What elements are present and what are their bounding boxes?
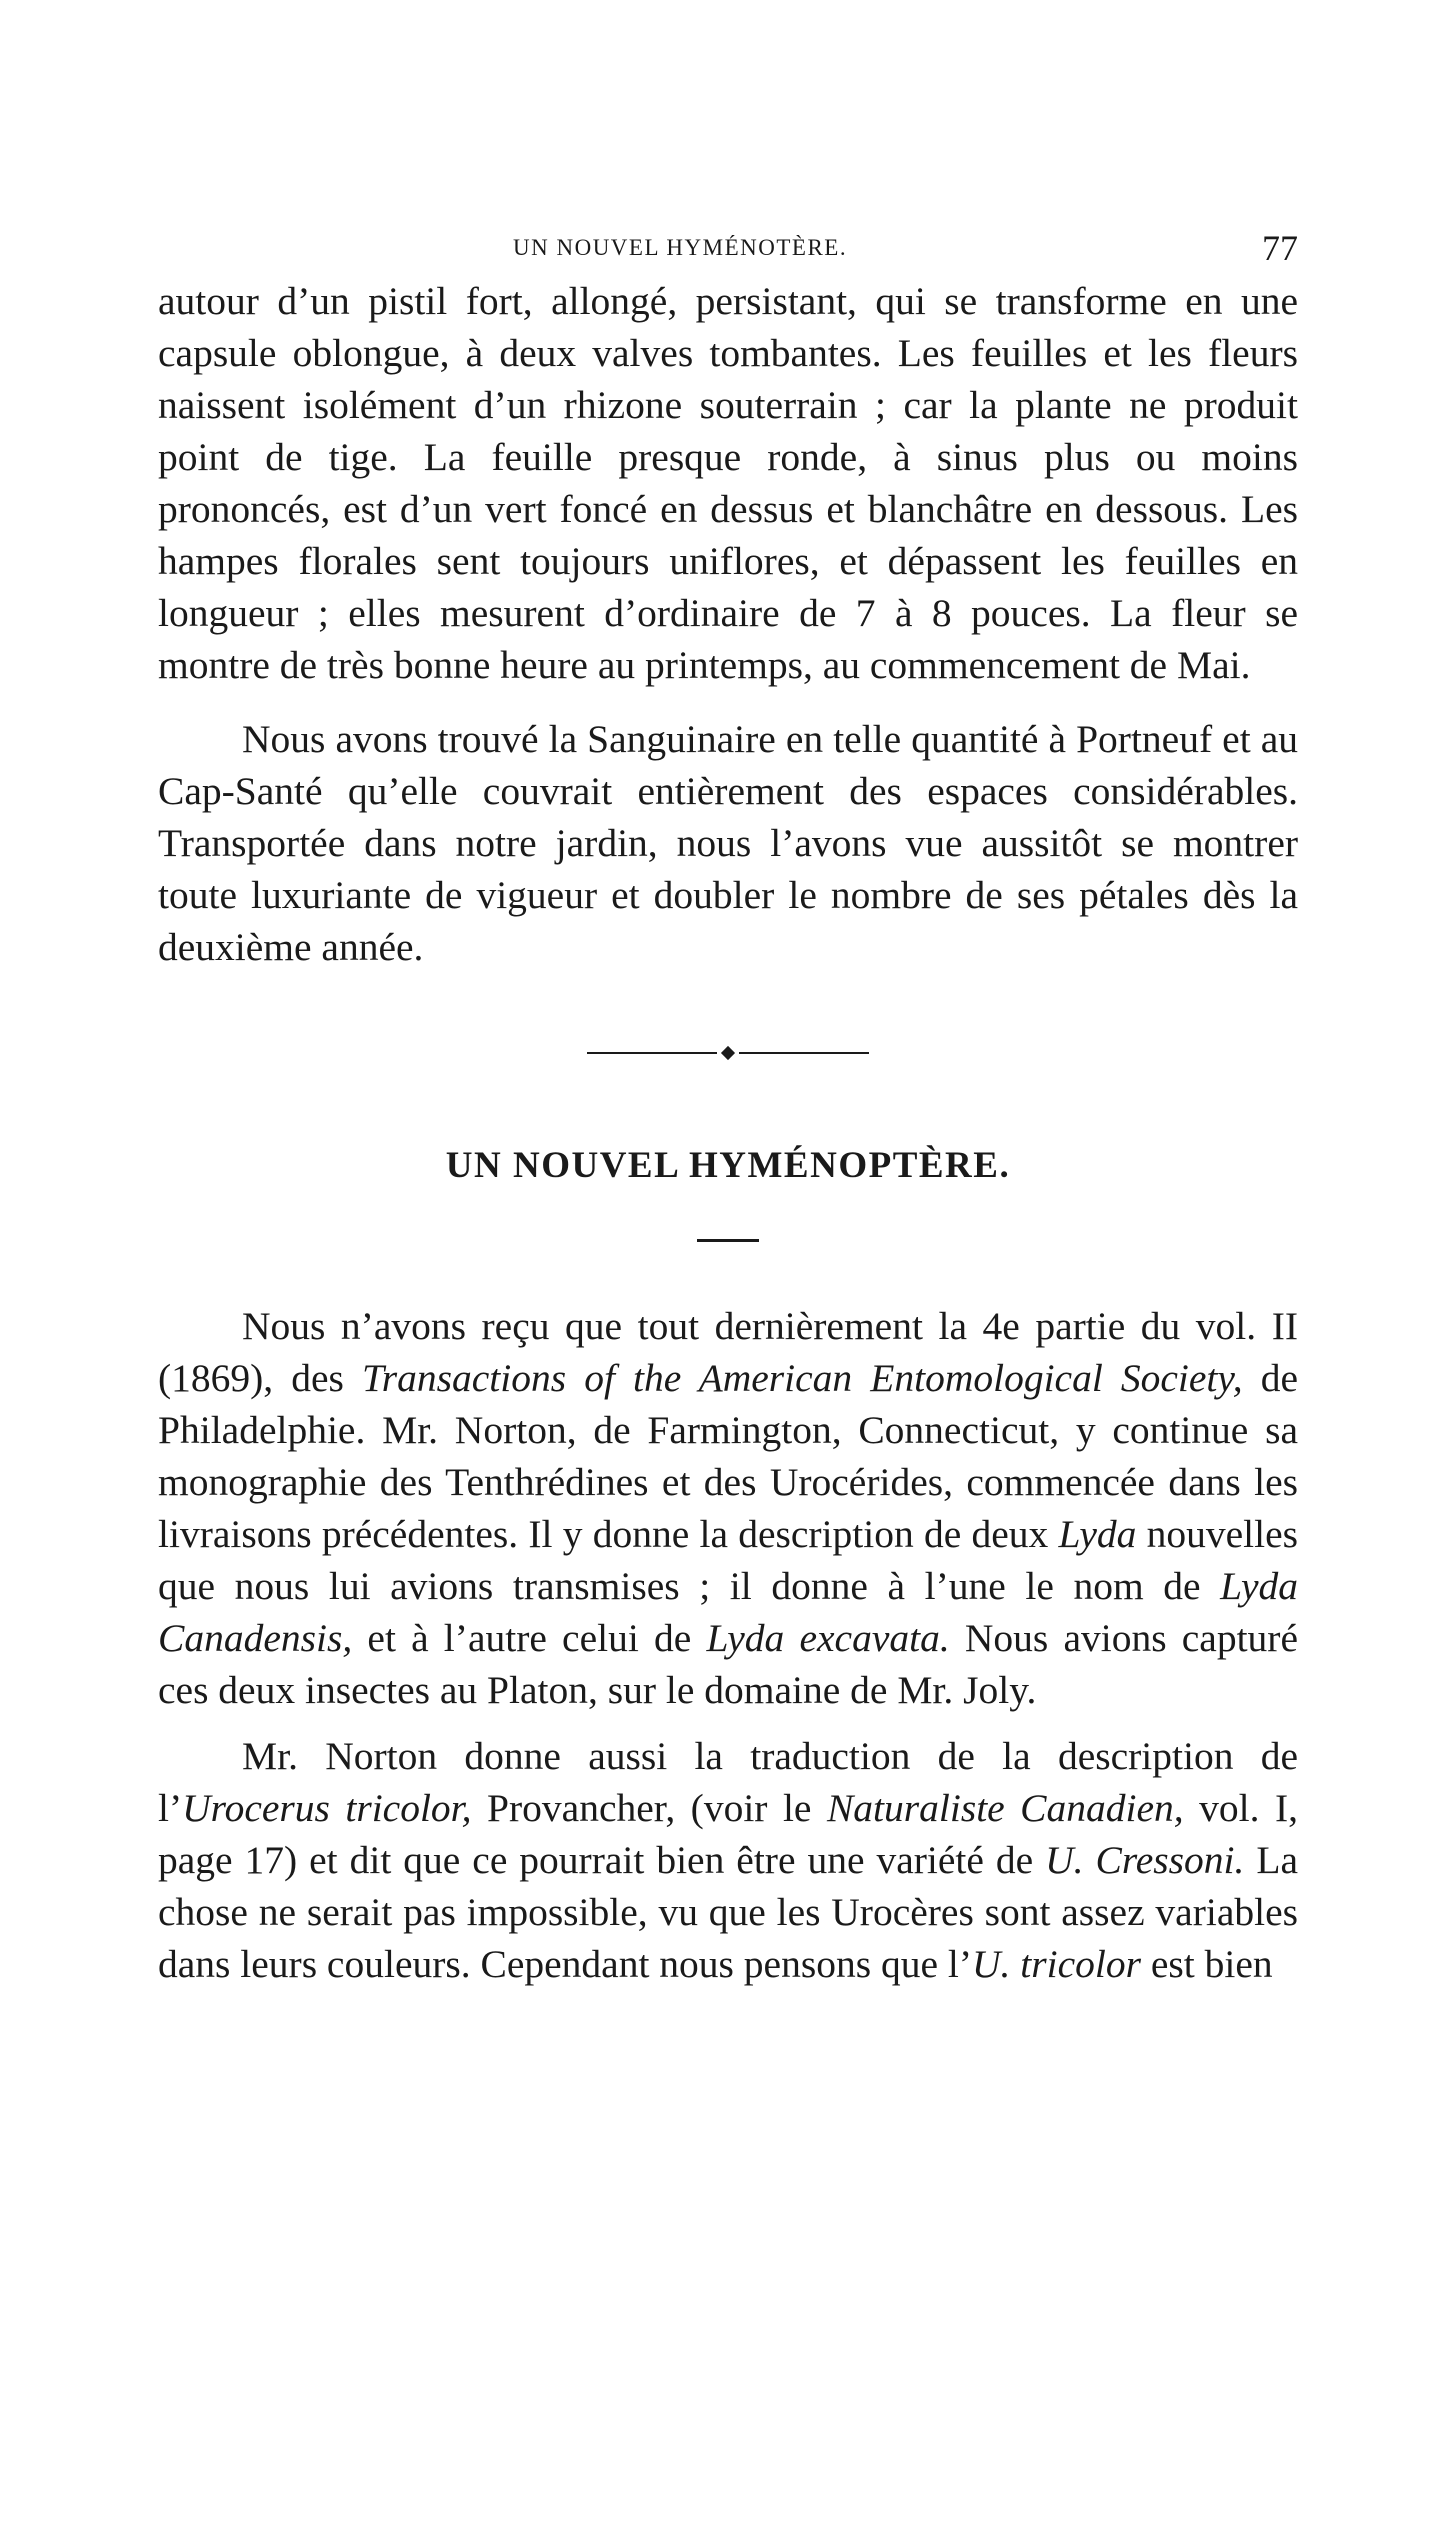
page-number: 77	[1262, 228, 1298, 268]
running-head	[158, 215, 1298, 275]
section-ornament	[158, 1033, 1298, 1073]
title-rule	[697, 1239, 759, 1242]
article-paragraph-1: Nous n’avons reçu que tout dernièrement la 4e partie du vol. II (1869), des Transactions of the American Entomological Society, de Philadelphie. Mr. Norton, de Farmington, Connecticut, y continue sa monographie des Tenthrédines et des Urocérides, commencée dans les livraisons précédentes. Il y donne la description de deux Lyda nouvelles que nous lui avions transmises ; il donne à l’une le nom de Lyda Canadensis, et à l’autre celui de Lyda excavata. Nous avions capturé ces deux insectes au Platon, sur le domaine de Mr. Joly.	[158, 1304, 1298, 1712]
book-page	[158, 215, 1298, 1990]
paragraph-sanguinaire: Nous avons trouvé la Sanguinaire en telle quantité à Portneuf et au Cap-Santé qu’elle couvrait entièrement des espaces considérables. Transportée dans notre jardin, nous l’avons vue aussitôt se montrer toute luxuriante de vigueur et doubler le nombre de ses pétales dès la deuxième année.	[158, 717, 1298, 969]
running-head-title: UN NOUVEL HYMÉNOTÈRE.	[513, 235, 848, 260]
article-paragraph-2: Mr. Norton donne aussi la traduction de la description de l’Urocerus tricolor, Provancher, (voir le Naturaliste Canadien, vol. I, page 17) et dit que ce pourrait bien être une variété de U. Cressoni. La chose ne serait pas impossible, vu que les Urocères sont assez variables dans leurs couleurs. Cependant nous pensons que l’U. tricolor est bien	[158, 1734, 1299, 1986]
paragraph-continued: autour d’un pistil fort, allongé, persistant, qui se transforme en une capsule oblongue, à deux valves tombantes. Les feuilles et les fleurs naissent isolément d’un rhizone souterrain ; car la plante ne produit point de tige. La feuille presque ronde, à sinus plus ou moins prononcés, est d’un vert foncé en dessus et blanchâtre en dessous. Les hampes florales sent toujours uniflores, et dépassent les feuilles en longueur ; elles mesurent d’ordinaire de 7 à 8 pouces. La fleur se montre de très bonne heure au printemps, au commencement de Mai.	[158, 279, 1298, 687]
article-title: UN NOUVEL HYMÉNOPTÈRE.	[445, 1145, 1011, 1186]
